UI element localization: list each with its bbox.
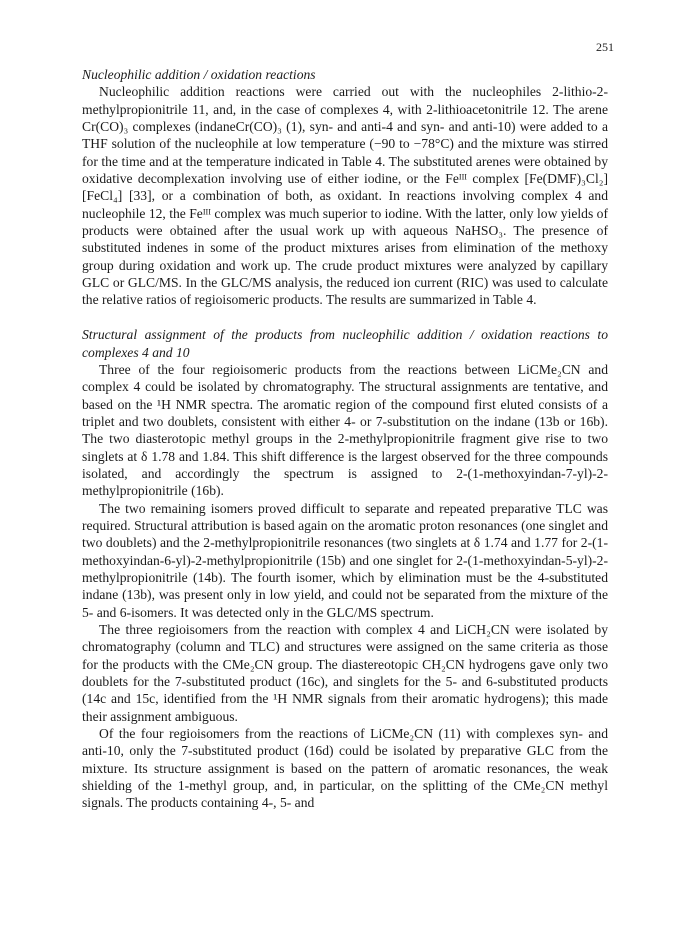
paragraph: Nucleophilic addition reactions were carried out with the nucleophiles 2-lithio-2-methylpropionitrile 11, and, in the case of complexes 4, with 2-lithioacetonitrile 12. The arene Cr(CO)₃ complexes (indaneCr(CO)₃ (1), syn- and anti-4 and syn- and anti-10) were added to a THF solution of the nucleophile at low temperature (−90 to −78°C) and the mixture was stirred for the time and at the temperature indicated in Table 4. The substituted arenes were obtained by oxidative decomplexation involving use of either iodine, or the Feᴵᴵᴵ complex [Fe(DMF)₃Cl₂][FeCl₄] [33], or a combination of both, as oxidant. In reactions involving complex 4 and nucleophile 12, the Feᴵᴵᴵ complex was much superior to iodine. With the latter, only low yields of products were obtained after the usual work up with aqueous NaHSO₃. The presence of substituted indenes in some of the product mixtures arises from elimination of the methoxy group during oxidation and work up. The crude product mixtures were analyzed by capillary GLC or GLC/MS. In the GLC/MS analysis, the reduced ion current (RIC) was used to calculate the relative ratios of regioisomeric products. The results are summarized in Table 4. (82, 84, 608, 308)
section-gap (82, 309, 608, 326)
paragraph: The two remaining isomers proved difficult to separate and repeated preparative TLC was required. Structural attribution is based again on the aromatic proton resonances (one singlet and two doublets) and the 2-methylpropionitrile resonances (two singlets at δ 1.74 and 1.77 for 2-(1-methoxyindan-6-yl)-2-methylpropionitrile (15b) and one singlet for 2-(1-methoxyindan-5-yl)-2-methylpropionitrile (14b). The fourth isomer, which by elimination must be the 4-substituted indane (13b), was present only in low yield, and could not be separated from the mixture of the 5- and 6-isomers. It was detected only in the GLC/MS spectrum. (82, 500, 608, 620)
section-heading-nucleophilic-addition: Nucleophilic addition / oxidation reactions (82, 67, 316, 82)
paragraph: The three regioisomers from the reaction with complex 4 and LiCH₂CN were isolated by chromatography (column and TLC) and structures were assigned on the same criteria as those for the products with the CMe₂CN group. The diastereotopic CH₂CN hydrogens gave only two doublets for the 7-substituted product (16c), and singlets for the 5- and 6-substituted products (14c and 15c, identified from the ¹H NMR signals from their aromatic hydrogens); this made their assignment ambiguous. (82, 622, 608, 724)
page-body (82, 66, 608, 812)
paragraph: Of the four regioisomers from the reactions of LiCMe₂CN (11) with complexes syn- and anti-10, only the 7-substituted product (16d) could be isolated by preparative GLC from the mixture. Its structure assignment is based on the pattern of aromatic resonances, the weak shielding of the 1-methyl group, and, in particular, on the splitting of the CMe₂CN methyl signals. The products containing 4-, 5- and (82, 726, 608, 811)
section-heading-structural-assignment: Structural assignment of the products from nucleophilic addition / oxidation reactions to complexes 4 and 10 (82, 327, 608, 360)
page-number: 251 (596, 40, 614, 54)
paragraph: Three of the four regioisomeric products from the reactions between LiCMe₂CN and complex 4 could be isolated by chromatography. The structural assignments are tentative, and based on the ¹H NMR spectra. The aromatic region of the compound first eluted consists of a triplet and two doublets, consistent with either 4- or 7-substitution on the indane (13b or 16b). The two diasterotopic methyl groups in the 2-methylpropionitrile fragment give rise to two singlets at δ 1.78 and 1.84. This shift difference is the largest observed for the three compounds isolated, and accordingly the spectrum is assigned to 2-(1-methoxyindan-7-yl)-2-methylpropionitrile (16b). (82, 361, 608, 499)
